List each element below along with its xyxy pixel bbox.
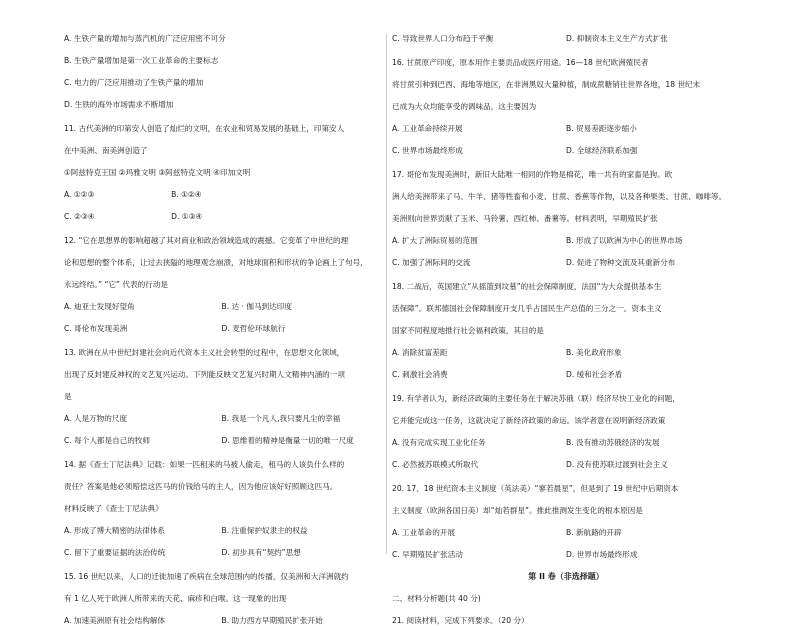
q16-option-a: A. 工业革命持续开展 bbox=[392, 124, 463, 133]
q16-option-d: D. 全球经济联系加强 bbox=[566, 146, 638, 155]
q17-stem-2: 洲人给美洲带来了马、牛羊、猪等牲畜和小麦、甘蔗、香蕉等作物，以及各种果类、甘蔗、咖啡等。 bbox=[392, 192, 727, 201]
q14-stem-2: 责任？答案是他必须赔偿这匹马的价钱给马的主人，因为他应该好好照顾这匹马。 bbox=[64, 482, 338, 491]
q15-option-d: D. 抑制资本主义生产方式扩张 bbox=[566, 34, 668, 43]
q10-option-b: B. 生铁产量增加是第一次工业革命的主要标志 bbox=[64, 56, 219, 65]
q19-option-b: B. 没有推动苏俄经济的发展 bbox=[566, 438, 660, 447]
q12-option-c: C. 哥伦布发现美洲 bbox=[64, 324, 128, 333]
q18-option-d: D. 缓和社会矛盾 bbox=[566, 370, 623, 379]
q18-option-c: C. 刺激社会消费 bbox=[392, 370, 448, 379]
q16-stem-1: 16. 甘蔗原产印度，原本用作主要贡品或医疗用途。16—18 世纪欧洲殖民者 bbox=[392, 58, 649, 67]
q10-option-a: A. 生铁产量的增加与蒸汽机的广泛应用密不可分 bbox=[64, 34, 226, 43]
q11-option-d: D. ①③④ bbox=[171, 212, 203, 221]
question-13 bbox=[64, 348, 379, 446]
question-11 bbox=[64, 124, 379, 222]
q13-option-b: B. 我是一个凡人,我只要凡尘的幸福 bbox=[221, 414, 341, 423]
q17-option-b: B. 形成了以欧洲为中心的世界市场 bbox=[566, 236, 683, 245]
q11-items: ①阿兹特克王国 ②玛雅文明 ③阿兹特克文明 ④印加文明 bbox=[64, 168, 251, 177]
q11-option-b: B. ①②④ bbox=[171, 190, 202, 199]
question-15 bbox=[64, 572, 379, 626]
q11-option-a: A. ①②③ bbox=[64, 190, 95, 199]
q16-stem-3: 已成为大众均能享受的调味品，这主要因为 bbox=[392, 102, 537, 111]
q16-options-row1 bbox=[392, 124, 740, 134]
q16-option-c: C. 世界市场最终形成 bbox=[392, 146, 463, 155]
q14-option-c: C. 留下了重要证据的法治传统 bbox=[64, 548, 166, 557]
q14-option-d: D. 初步具有“契约”思想 bbox=[221, 548, 301, 557]
q13-option-d: D. 思维着的精神是衡量一切的唯一尺度 bbox=[221, 436, 354, 445]
q16-options-row2 bbox=[392, 146, 740, 156]
question-18 bbox=[392, 282, 740, 380]
q19-option-c: C. 必然被苏联模式所取代 bbox=[392, 460, 479, 469]
right-column bbox=[392, 34, 740, 626]
q15-stem-2: 有 1 亿人死于欧洲人所带来的天花、麻疹和白喉。这一现象的出现 bbox=[64, 594, 287, 603]
q14-stem-1: 14. 据《查士丁尼法典》记载：如果一匹租来的马被人偷走，租马的人该负什么样的 bbox=[64, 460, 345, 469]
q20-option-a: A. 工业革命的开展 bbox=[392, 528, 456, 537]
q18-stem-3: 国家不同程度地推行社会福利政策，其目的是 bbox=[392, 326, 544, 335]
q10-option-c: C. 电力的广泛应用推动了生铁产量的增加 bbox=[64, 78, 204, 87]
q20-stem-1: 20. 17、18 世纪资本主义制度（英法美）“寥若晨星”，但是到了 19 世纪中后期资本 bbox=[392, 484, 679, 493]
q20-option-c: C. 早期殖民扩张活动 bbox=[392, 550, 463, 559]
q11-options-row2 bbox=[64, 212, 379, 222]
q12-stem-1: 12. “它在思想界的影响超越了其对商业和政治领域造成的震撼。它变革了中世纪的理 bbox=[64, 236, 349, 245]
q18-option-a: A. 消除贫富差距 bbox=[392, 348, 448, 357]
q14-option-b: B. 注重保护奴隶主的权益 bbox=[221, 526, 308, 535]
q12-options-row2 bbox=[64, 324, 379, 334]
question-21: 21. 阅读材料，完成下列要求。（20 分） bbox=[392, 616, 529, 625]
q16-option-b: B. 贸易差距逐步缩小 bbox=[566, 124, 637, 133]
q18-stem-1: 18. 二战后，英国建立“从摇篮到坟墓”的社会保障制度，法国“为大众提供基本生 bbox=[392, 282, 662, 291]
question-19 bbox=[392, 394, 740, 470]
q14-option-a: A. 形成了博大精密的法律体系 bbox=[64, 526, 166, 535]
question-14 bbox=[64, 460, 379, 558]
q14-stem-3: 材料反映了《查士丁尼法典》 bbox=[64, 504, 163, 513]
q17-options-row1 bbox=[392, 236, 740, 246]
q17-stem-1: 17. 哥伦布发现美洲时，新旧大陆唯一相同的作物是棉花，唯一共有的家畜是狗。欧 bbox=[392, 170, 673, 179]
q20-option-b: B. 新航路的开辟 bbox=[566, 528, 622, 537]
part-2-heading: 第 II 卷（非选择题） bbox=[528, 572, 604, 581]
q14-options-row2 bbox=[64, 548, 379, 558]
q11-stem-1: 11. 古代美洲的印第安人创造了灿烂的文明，在农业和贸易发展的基础上，印第安人 bbox=[64, 124, 345, 133]
q18-option-b: B. 美化政府形象 bbox=[566, 348, 622, 357]
q16-stem-2: 将甘蔗引种到巴西、海地等地区，在非洲黑奴大量种植，制成蔗糖销往世界各地，18 世纪末 bbox=[392, 80, 701, 89]
q11-options-row1 bbox=[64, 190, 379, 200]
q13-options-row2 bbox=[64, 436, 379, 446]
q13-options-row1 bbox=[64, 414, 379, 424]
section-2-title: 二、材料分析题(共 40 分) bbox=[392, 594, 481, 603]
q13-option-a: A. 人是万物的尺度 bbox=[64, 414, 128, 423]
left-column bbox=[64, 34, 379, 626]
q18-options-row2 bbox=[392, 370, 740, 380]
q13-stem-2: 出现了反封建反神权的文艺复兴运动。下列能反映文艺复兴时期人文精神内涵的一项 bbox=[64, 370, 345, 379]
question-17 bbox=[392, 170, 740, 268]
q15-stem-1: 15. 16 世纪以来，人口的迁徙加速了疾病在全球范围内的传播，仅美洲和大洋洲就约 bbox=[64, 572, 349, 581]
q19-option-d: D. 没有使苏联过渡到社会主义 bbox=[566, 460, 668, 469]
q19-stem-1: 19. 有学者认为，新经济政策的主要任务在于解决苏俄（联）经济尽快工业化的问题， bbox=[392, 394, 680, 403]
q13-option-c: C. 每个人都是自己的牧师 bbox=[64, 436, 151, 445]
q17-option-a: A. 扩大了洲际贸易的范围 bbox=[392, 236, 478, 245]
q20-options-row1 bbox=[392, 528, 740, 538]
q13-stem-1: 13. 欧洲在从中世纪封建社会向近代资本主义社会转型的过程中，在思想文化领域， bbox=[64, 348, 345, 357]
q20-options-row2 bbox=[392, 550, 740, 560]
q17-stem-3: 美洲则向世界贡献了玉米、马铃薯、西红柿、番薯等。材料表明，早期殖民扩张 bbox=[392, 214, 658, 223]
q10-option-d: D. 生铁的海外市场需求不断增加 bbox=[64, 100, 174, 109]
q14-options-row1 bbox=[64, 526, 379, 536]
q18-options-row1 bbox=[392, 348, 740, 358]
q12-option-b: B. 达 · 伽马到达印度 bbox=[221, 302, 292, 311]
q17-option-c: C. 加强了洲际间的交流 bbox=[392, 258, 471, 267]
question-20 bbox=[392, 484, 740, 560]
q12-options-row1 bbox=[64, 302, 379, 312]
q19-options-row1 bbox=[392, 438, 740, 448]
q17-options-row2 bbox=[392, 258, 740, 268]
q17-option-d: D. 促进了物种交流及其重新分布 bbox=[566, 258, 676, 267]
q12-option-d: D. 麦哲伦环球航行 bbox=[221, 324, 286, 333]
question-16 bbox=[392, 58, 740, 156]
column-divider bbox=[386, 34, 387, 554]
q15-options-row1 bbox=[64, 616, 379, 626]
q15-option-b: B. 助力西方早期殖民扩张开始 bbox=[221, 616, 323, 625]
q11-option-c: C. ②③④ bbox=[64, 212, 95, 221]
q20-option-d: D. 世界市场最终形成 bbox=[566, 550, 638, 559]
q13-stem-3: 是 bbox=[64, 392, 72, 401]
q19-options-row2 bbox=[392, 460, 740, 470]
q15-option-c: C. 导致世界人口分布趋于平衡 bbox=[392, 34, 494, 43]
q11-stem-2: 在中美洲、南美洲创造了 bbox=[64, 146, 148, 155]
q19-stem-2: 它并能完成这一任务，这就决定了新经济政策的命运。该学者意在说明新经济政策 bbox=[392, 416, 666, 425]
q18-stem-2: 活保障”。联邦德国社会保障制度开支几乎占国民生产总值的三分之一。资本主义 bbox=[392, 304, 662, 313]
question-12 bbox=[64, 236, 379, 334]
q12-stem-3: 永远终结。” “它” 代表的行动是 bbox=[64, 280, 168, 289]
q15-option-a: A. 加速美洲原有社会结构解体 bbox=[64, 616, 166, 625]
q20-stem-2: 主义制度（欧洲各国日美）却“灿若群星”。推此推测发生变化的根本原因是 bbox=[392, 506, 643, 515]
q15-options-row2 bbox=[392, 34, 740, 44]
q12-stem-2: 论和思想的整个体系，让过去狭隘的地理观念崩溃，对地球面积和形状的争论画上了句号， bbox=[64, 258, 368, 267]
q19-option-a: A. 没有完成实现工业化任务 bbox=[392, 438, 486, 447]
q12-option-a: A. 迪亚士发现好望角 bbox=[64, 302, 135, 311]
